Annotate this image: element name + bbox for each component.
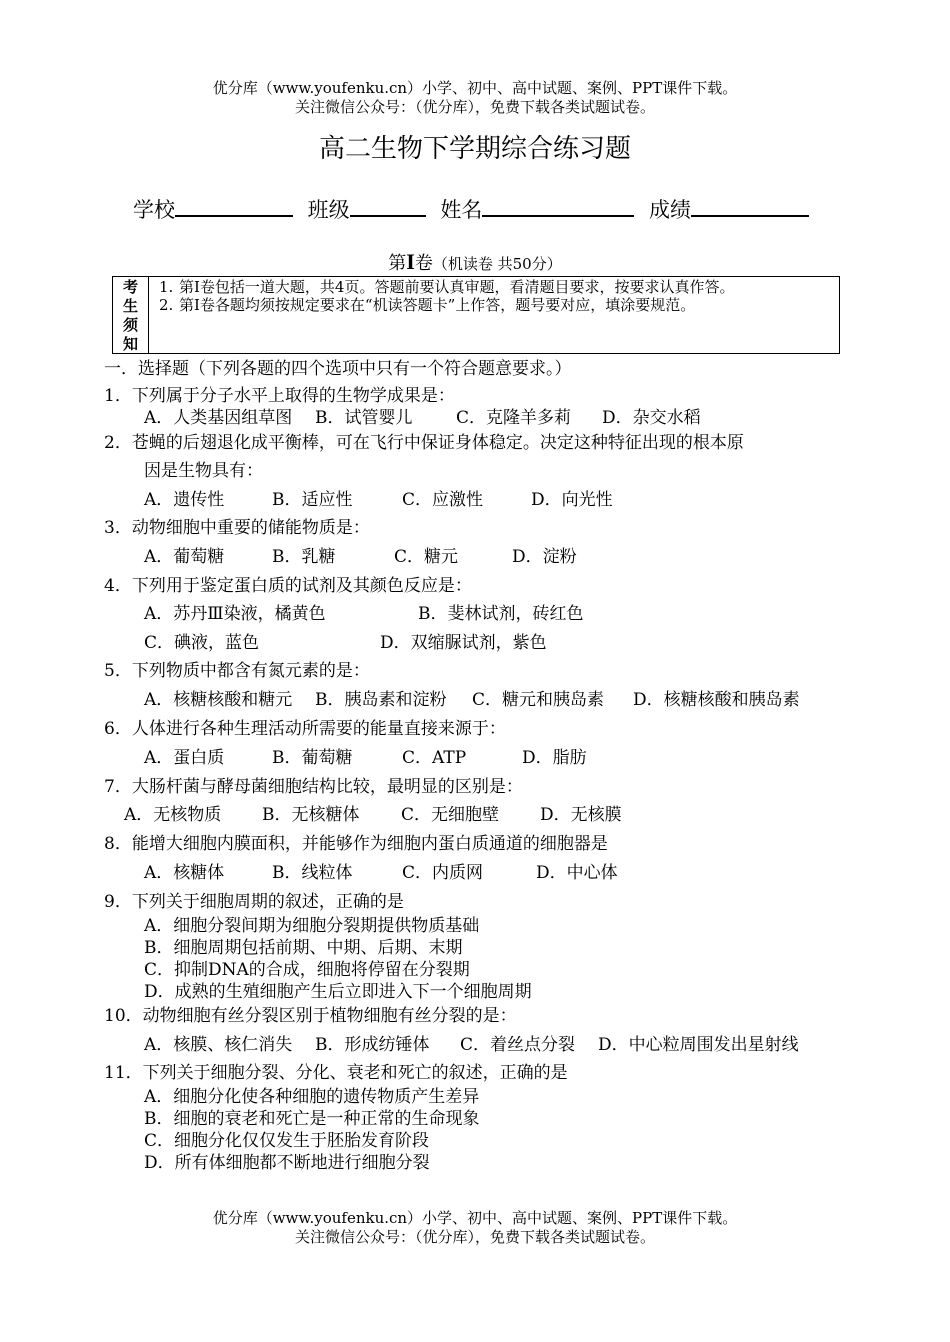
class-label: 班级: [307, 198, 350, 222]
name-label: 姓名: [440, 198, 483, 222]
option-a: A．核糖核酸和糖元: [144, 690, 293, 710]
notice-item: [153, 296, 837, 314]
option-c: C．着丝点分裂: [460, 1035, 576, 1055]
option-d: D．中心体: [536, 863, 618, 883]
option-a: A．细胞分化使各种细胞的遗传物质产生差异: [144, 1087, 480, 1107]
option-c: C．碘液，蓝色: [144, 633, 260, 653]
question-stem: 1．下列属于分子水平上取得的生物学成果是：: [104, 386, 455, 406]
option-b: B．细胞周期包括前期、中期、后期、末期: [144, 938, 463, 958]
notice-item-text: 第I卷包括一道大题，共4页。答题前要认真审题，看清题目要求，按要求认真作答。: [179, 278, 735, 296]
question-stem: 9．下列关于细胞周期的叙述，正确的是: [104, 892, 404, 912]
option-c: C．内质网: [402, 863, 484, 883]
question-stem: 5．下列物质中都含有氮元素的是：: [104, 661, 370, 681]
section-note: （机读卷 共50分）: [432, 255, 562, 273]
option-b: B．适应性: [272, 490, 353, 510]
option-c: C．细胞分化仅仅发生于胚胎发育阶段: [144, 1131, 430, 1151]
question-stem: 11．下列关于细胞分裂、分化、衰老和死亡的叙述，正确的是: [104, 1063, 568, 1083]
question-stem: 6．人体进行各种生理活动所需要的能量直接来源于：: [104, 719, 506, 739]
notice-item-number: 1.: [159, 278, 174, 296]
question-stem-continued: 因是生物具有：: [144, 461, 263, 481]
student-info-row: [0, 193, 950, 224]
option-b: B．形成纺锤体: [315, 1035, 430, 1055]
page-title: 高二生物下学期综合练习题: [318, 134, 631, 164]
option-d: D．淀粉: [512, 547, 577, 567]
notice-item-text: 第I卷各题均须按规定要求在“机读答题卡”上作答，题号要对应，填涂要规范。: [179, 296, 696, 314]
option-a: A．遗传性: [144, 490, 225, 510]
option-b: B．斐林试剂，砖红色: [418, 604, 584, 624]
question-stem: 8．能增大细胞内膜面积，并能够作为细胞内蛋白质通道的细胞器是: [104, 834, 608, 854]
notice-label-char: 须: [122, 316, 138, 334]
option-c: C．糖元和胰岛素: [472, 690, 605, 710]
notice-item: [153, 278, 837, 296]
option-a: A．核膜、核仁消失: [144, 1035, 293, 1055]
option-d: D．脂肪: [522, 748, 587, 768]
section-instruction: 一．选择题（下列各题的四个选项中只有一个符合题意要求。）: [104, 359, 572, 379]
class-blank[interactable]: [350, 193, 426, 217]
school-label: 学校: [132, 198, 175, 222]
name-blank[interactable]: [482, 193, 634, 217]
footer-line-2: 关注微信公众号：（优分库），免费下载各类试题试卷。: [294, 1228, 655, 1246]
option-d: D．无核膜: [540, 805, 622, 825]
question-stem: 7．大肠杆菌与酵母菌细胞结构比较，最明显的区别是：: [104, 777, 523, 797]
question-stem: 10．动物细胞有丝分裂区别于植物细胞有丝分裂的是：: [104, 1006, 517, 1026]
option-a: A．无核物质: [124, 805, 222, 825]
option-a: A．葡萄糖: [144, 547, 225, 567]
option-c: C．ATP: [402, 748, 467, 768]
option-c: C．无细胞壁: [401, 805, 500, 825]
section-suffix: 卷: [414, 253, 433, 274]
option-d: D．核糖核酸和胰岛素: [633, 690, 800, 710]
option-d: D．双缩脲试剂，紫色: [380, 633, 547, 653]
option-a: A．苏丹Ⅲ染液，橘黄色: [144, 604, 326, 624]
option-a: A．蛋白质: [144, 748, 225, 768]
footer-line-1: 优分库（www.youfenku.cn）小学、初中、高中试题、案例、PPT课件下载。: [212, 1209, 738, 1227]
question-stem: 2．苍蝇的后翅退化成平衡棒，可在飞行中保证身体稳定。决定这种特征出现的根本原: [104, 433, 744, 453]
notice-box: [112, 276, 840, 354]
option-b: B．无核糖体: [262, 805, 360, 825]
option-d: D．向光性: [531, 490, 613, 510]
question-stem: 3．动物细胞中重要的储能物质是：: [104, 518, 370, 538]
notice-items: [153, 277, 837, 314]
option-b: B．试管婴儿: [315, 408, 413, 428]
option-a: A．核糖体: [144, 863, 225, 883]
notice-label-char: 生: [122, 297, 138, 315]
header-line-1: 优分库（www.youfenku.cn）小学、初中、高中试题、案例、PPT课件下载。: [212, 79, 738, 97]
notice-label: [113, 277, 149, 353]
section-roman: I: [406, 249, 415, 274]
section-prefix: 第: [388, 253, 407, 274]
option-b: B．胰岛素和淀粉: [315, 690, 447, 710]
option-b: B．细胞的衰老和死亡是一种正常的生命现象: [144, 1109, 480, 1129]
score-blank[interactable]: [691, 193, 809, 217]
notice-label-char: 考: [122, 278, 138, 296]
option-c: C．克隆羊多莉: [456, 408, 572, 428]
section-heading: [0, 250, 950, 276]
option-c: C．抑制DNA的合成，细胞将停留在分裂期: [144, 960, 470, 980]
option-c: C．糖元: [394, 547, 459, 567]
option-b: B．线粒体: [272, 863, 353, 883]
option-d: D．杂交水稻: [602, 408, 701, 428]
school-blank[interactable]: [175, 193, 293, 217]
score-label: 成绩: [649, 198, 692, 222]
header-line-2: 关注微信公众号：（优分库），免费下载各类试题试卷。: [294, 98, 655, 116]
option-a: A．人类基因组草图: [144, 408, 293, 428]
notice-label-char: 知: [122, 335, 138, 353]
option-d: D．中心粒周围发出星射线: [598, 1035, 799, 1055]
option-c: C．应激性: [402, 490, 484, 510]
option-d: D．成熟的生殖细胞产生后立即进入下一个细胞周期: [144, 982, 532, 1002]
question-stem: 4．下列用于鉴定蛋白质的试剂及其颜色反应是：: [104, 576, 472, 596]
option-b: B．乳糖: [272, 547, 336, 567]
option-a: A．细胞分裂间期为细胞分裂期提供物质基础: [144, 916, 480, 936]
notice-item-number: 2.: [159, 296, 174, 314]
option-b: B．葡萄糖: [272, 748, 353, 768]
option-d: D．所有体细胞都不断地进行细胞分裂: [144, 1153, 430, 1173]
